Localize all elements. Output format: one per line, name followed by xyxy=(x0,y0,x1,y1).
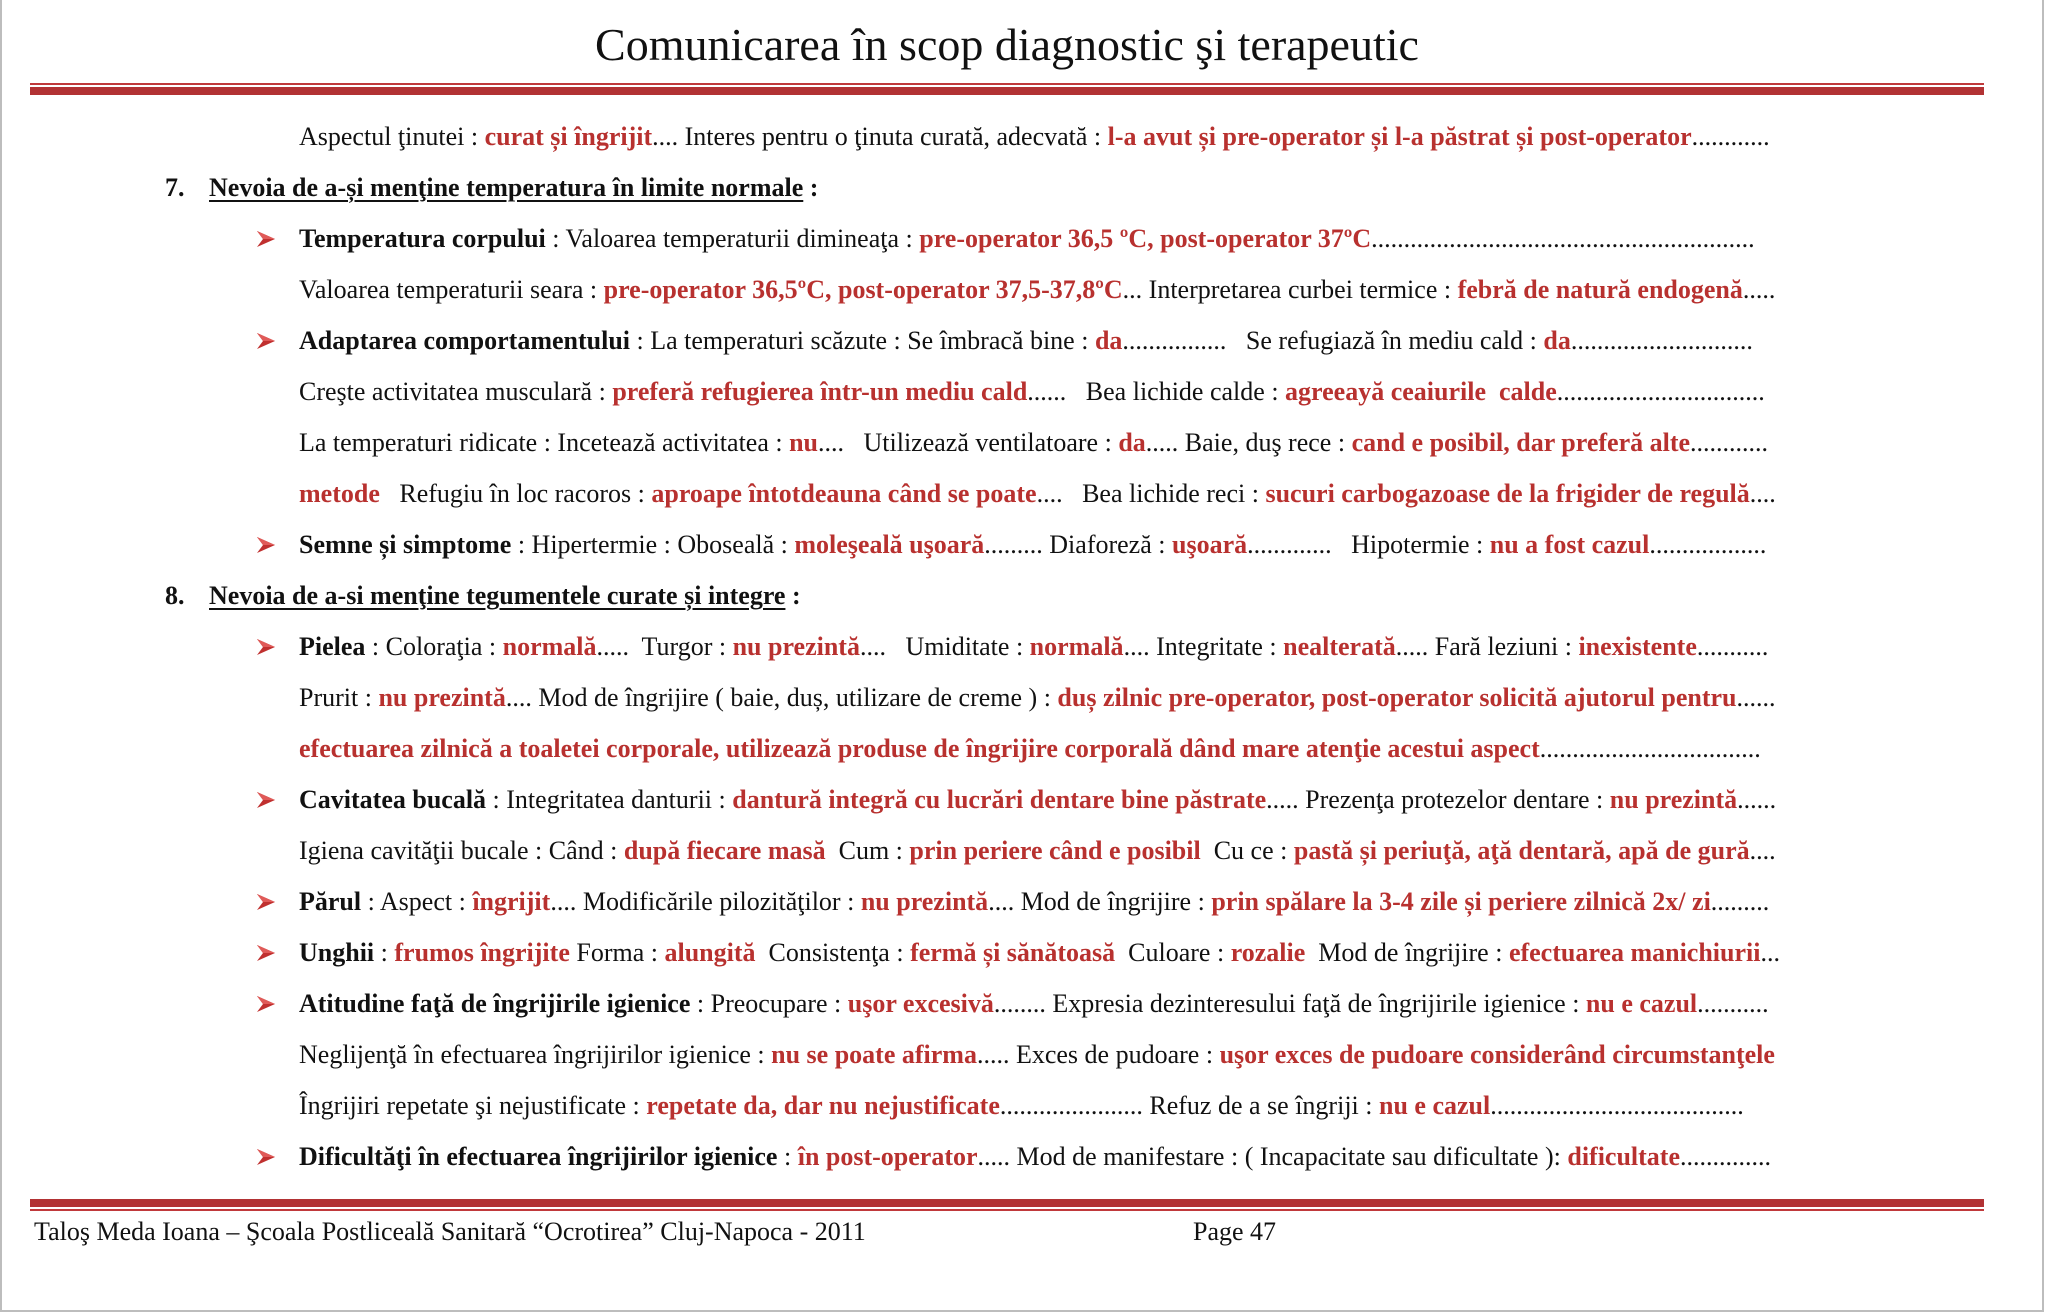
arrow-bullet-icon xyxy=(256,933,278,973)
arrow-bullet-icon xyxy=(256,219,278,259)
field-label: : Preocupare : xyxy=(690,989,848,1018)
header-rule xyxy=(30,83,1984,95)
item-label: Unghii xyxy=(299,938,375,967)
field-label: Forma : xyxy=(569,938,665,967)
text-line-pielea xyxy=(299,627,1979,667)
field-value: moleşeală uşoară xyxy=(794,530,985,559)
item-label: Părul xyxy=(299,887,362,916)
text-line-cavitatea-bucala xyxy=(299,780,1979,820)
field-label: ............. Hipotermie : xyxy=(1247,530,1490,559)
section-colon: : xyxy=(803,173,819,202)
field-label: Mod de îngrijire : xyxy=(1305,938,1509,967)
field-value: efectuarea zilnică a toaletei corporale, utilizează produse de îngrijire corporală dând mare atenţie acestui aspect xyxy=(299,734,1540,763)
field-value: dantură integră cu lucrări dentare bine păstrate xyxy=(732,785,1267,814)
field-value: frumos îngrijite xyxy=(394,938,570,967)
page-title: Comunicarea în scop diagnostic şi terapeutic xyxy=(595,19,1419,70)
field-label: Culoare : xyxy=(1115,938,1231,967)
section-number: 7. xyxy=(165,173,185,202)
field-label: : Hipertermie : Oboseală : xyxy=(511,530,795,559)
field-label: : Coloraţia : xyxy=(365,632,503,661)
field-value: nu prezintă xyxy=(378,683,506,712)
field-label: ..... Mod de manifestare : ( Incapacitate sau dificultate ): xyxy=(977,1142,1568,1171)
field-value: nu prezintă xyxy=(1609,785,1738,814)
text-line-temperaturi-ridicate xyxy=(299,423,1979,463)
field-label: : xyxy=(777,1142,798,1171)
leader-dots: ............................ xyxy=(1570,326,1753,355)
leader-dots: ........... xyxy=(1697,989,1769,1018)
leader-dots: .................. xyxy=(1649,530,1767,559)
field-label: ...... Bea lichide calde : xyxy=(1027,377,1286,406)
field-label: : Valoarea temperaturii dimineaţa : xyxy=(545,224,920,253)
text-line-semne-simptome xyxy=(299,525,1979,565)
item-label: Temperatura corpului xyxy=(299,224,546,253)
leader-dots: ......... xyxy=(1710,887,1770,916)
text-line-prurit xyxy=(299,678,1979,718)
field-value: sucuri carbogazoase de la frigider de regulă xyxy=(1265,479,1750,508)
section-heading-7 xyxy=(165,168,818,208)
field-value: după fiecare masă xyxy=(623,836,826,865)
field-label: Prurit : xyxy=(299,683,379,712)
field-label: Neglijenţă în efectuarea îngrijirilor igienice : xyxy=(299,1040,772,1069)
field-value: rozalie xyxy=(1230,938,1306,967)
field-label: .... Utilizează ventilatoare : xyxy=(818,428,1119,457)
text-line-unghii xyxy=(299,933,1979,973)
field-label: .... Bea lichide reci : xyxy=(1036,479,1266,508)
leader-dots: .................................. xyxy=(1539,734,1761,763)
footer-rule xyxy=(30,1199,1984,1211)
header-rule-thick xyxy=(30,87,1984,95)
field-value: nu se poate afirma xyxy=(771,1040,977,1069)
field-label: : Aspect : xyxy=(361,887,473,916)
field-label: .... Modificările pilozităţilor : xyxy=(550,887,861,916)
field-label: ... Interpretarea curbei termice : xyxy=(1122,275,1458,304)
arrow-bullet-icon xyxy=(256,882,278,922)
field-value: uşor exces de pudoare considerând circumstanţele xyxy=(1219,1040,1775,1069)
field-label: Refugiu în loc racoros : xyxy=(379,479,652,508)
field-label: ......... Diaforeză : xyxy=(984,530,1172,559)
item-label: Cavitatea bucală xyxy=(299,785,487,814)
leader-dots: ........................................................... xyxy=(1371,224,1755,253)
text-line-neglijenta xyxy=(299,1035,1979,1075)
field-value: prin spălare la 3-4 zile și periere zilnică 2x/ zi xyxy=(1211,887,1711,916)
field-value: metode xyxy=(299,479,380,508)
footer-rule-thin xyxy=(30,1209,1984,1211)
field-value: nu a fost cazul xyxy=(1489,530,1650,559)
text-line-temperatura-corpului xyxy=(299,219,1979,259)
field-value: fermă și sănătoasă xyxy=(910,938,1116,967)
field-label: La temperaturi ridicate : Incetează activitatea : xyxy=(299,428,790,457)
field-value: agreeayă ceaiurile calde xyxy=(1285,377,1557,406)
text-line-adaptarea-comportamentului xyxy=(299,321,1979,361)
text-line-parul xyxy=(299,882,1979,922)
leader-dots: ............ xyxy=(1691,122,1770,151)
field-value: duș zilnic pre-operator, post-operator solicită ajutorul pentru xyxy=(1057,683,1737,712)
field-label: ................ Se refugiază în mediu cald : xyxy=(1122,326,1544,355)
section-title: Nevoia de a-și menţine temperatura în limite normale xyxy=(209,173,804,202)
field-value: febră de natură endogenă xyxy=(1457,275,1743,304)
footer-author: Taloş Meda Ioana – Şcoala Postliceală Sanitară “Ocrotirea” Cluj-Napoca - 2011 xyxy=(34,1217,866,1246)
text-line-toaleta-corporala xyxy=(299,729,1979,769)
field-value: nu xyxy=(789,428,819,457)
arrow-bullet-icon xyxy=(256,780,278,820)
field-value: nu prezintă xyxy=(732,632,860,661)
leader-dots: .... xyxy=(1749,479,1776,508)
text-line-refugiu-racoros xyxy=(299,474,1979,514)
field-value: inexistente xyxy=(1578,632,1697,661)
field-label: .... Mod de îngrijire ( baie, duș, utilizare de creme ) : xyxy=(505,683,1058,712)
field-value: uşor excesivă xyxy=(847,989,994,1018)
field-value: alungită xyxy=(664,938,756,967)
item-label: Pielea xyxy=(299,632,366,661)
field-label: .... Mod de îngrijire : xyxy=(988,887,1212,916)
leader-dots: ........... xyxy=(1696,632,1769,661)
field-value: aproape întotdeauna când se poate xyxy=(651,479,1037,508)
field-value: pre-operator 36,5 ºC, post-operator 37ºC xyxy=(919,224,1372,253)
field-label: ..... Prezenţa protezelor dentare : xyxy=(1266,785,1610,814)
leader-dots: ...... xyxy=(1736,683,1776,712)
text-line-aspect-tinutei xyxy=(299,117,1979,157)
field-value: uşoară xyxy=(1171,530,1248,559)
leader-dots: ................................ xyxy=(1556,377,1765,406)
field-label: .... Interes pentru o ţinuta curată, adecvată : xyxy=(652,122,1108,151)
item-label: Atitudine faţă de îngrijirile igienice xyxy=(299,989,691,1018)
arrow-bullet-icon xyxy=(256,1137,278,1177)
leader-dots: .............. xyxy=(1680,1142,1772,1171)
field-label: .... Integritate : xyxy=(1123,632,1284,661)
section-colon: : xyxy=(785,581,801,610)
field-label: Valoarea temperaturii seara : xyxy=(299,275,604,304)
field-value: prin periere când e posibil xyxy=(909,836,1201,865)
field-value: în post-operator xyxy=(797,1142,978,1171)
header-rule-thin xyxy=(30,83,1984,85)
field-value: nu e cazul xyxy=(1585,989,1698,1018)
section-number: 8. xyxy=(165,581,185,610)
field-label: Cu ce : xyxy=(1200,836,1294,865)
arrow-bullet-icon xyxy=(256,984,278,1024)
leader-dots: ............ xyxy=(1690,428,1769,457)
arrow-bullet-icon xyxy=(256,525,278,565)
field-value: nu prezintă xyxy=(860,887,989,916)
item-label: Dificultăţi în efectuarea îngrijirilor igienice xyxy=(299,1142,778,1171)
text-line-ingrijiri-repetate xyxy=(299,1086,1979,1126)
item-label: Adaptarea comportamentului xyxy=(299,326,631,355)
field-value: l-a avut și pre-operator și l-a păstrat și post-operator xyxy=(1107,122,1692,151)
field-value: repetate da, dar nu nejustificate xyxy=(646,1091,1000,1120)
footer-rule-thick xyxy=(30,1199,1984,1207)
field-label: ..... Fară leziuni : xyxy=(1395,632,1579,661)
text-line-temperatura-seara xyxy=(299,270,1979,310)
section-title: Nevoia de a-si menţine tegumentele curate și integre xyxy=(209,581,786,610)
field-label: ..... Exces de pudoare : xyxy=(976,1040,1220,1069)
field-value: îngrijit xyxy=(472,887,551,916)
field-value: nu e cazul xyxy=(1379,1091,1491,1120)
field-value: da xyxy=(1543,326,1571,355)
field-value: dificultate xyxy=(1567,1142,1681,1171)
leader-dots: .... xyxy=(1749,836,1776,865)
field-value: pastă și periuţă, aţă dentară, apă de gură xyxy=(1293,836,1750,865)
field-label: .... Umiditate : xyxy=(859,632,1030,661)
text-line-atitudine-igienice xyxy=(299,984,1979,1024)
field-label: : La temperaturi scăzute : Se îmbracă bine : xyxy=(630,326,1095,355)
text-line-igiena-cavitatii xyxy=(299,831,1979,871)
field-value: curat și îngrijit xyxy=(484,122,653,151)
leader-dots: ....................................... xyxy=(1490,1091,1744,1120)
field-value: nealterată xyxy=(1283,632,1396,661)
field-label: : xyxy=(374,938,395,967)
field-label: Îngrijiri repetate şi nejustificate : xyxy=(299,1091,647,1120)
field-label: Cum : xyxy=(825,836,910,865)
field-label: Igiena cavităţii bucale : Când : xyxy=(299,836,624,865)
field-value: cand e posibil, dar preferă alte xyxy=(1351,428,1691,457)
field-label: ...................... Refuz de a se îngriji : xyxy=(999,1091,1379,1120)
section-heading-8 xyxy=(165,576,801,616)
item-label: Semne și simptome xyxy=(299,530,512,559)
field-value: da xyxy=(1094,326,1123,355)
field-label: Consistenţa : xyxy=(755,938,911,967)
field-value: pre-operator 36,5ºC, post-operator 37,5-37,8ºC xyxy=(603,275,1123,304)
field-label: ..... Baie, duş rece : xyxy=(1145,428,1352,457)
footer-page-number: Page 47 xyxy=(1193,1217,1277,1246)
text-line-activitate-musculara xyxy=(299,372,1979,412)
field-value: normală xyxy=(1029,632,1124,661)
leader-dots: ..... xyxy=(1742,275,1776,304)
field-label: Creşte activitatea musculară : xyxy=(299,377,613,406)
text-line-dificultati-igienice xyxy=(299,1137,1979,1177)
field-value: normală xyxy=(502,632,597,661)
leader-dots: ... xyxy=(1760,938,1780,967)
field-label: : Integritatea danturii : xyxy=(486,785,733,814)
field-label: ........ Expresia dezinteresului faţă de îngrijirile igienice : xyxy=(993,989,1586,1018)
arrow-bullet-icon xyxy=(256,627,278,667)
arrow-bullet-icon xyxy=(256,321,278,361)
leader-dots: ...... xyxy=(1737,785,1777,814)
field-label: Aspectul ţinutei : xyxy=(299,122,485,151)
field-value: da xyxy=(1118,428,1146,457)
field-label: ..... Turgor : xyxy=(596,632,733,661)
field-value: preferă refugierea într-un mediu cald xyxy=(612,377,1028,406)
field-value: efectuarea manichiurii xyxy=(1508,938,1761,967)
